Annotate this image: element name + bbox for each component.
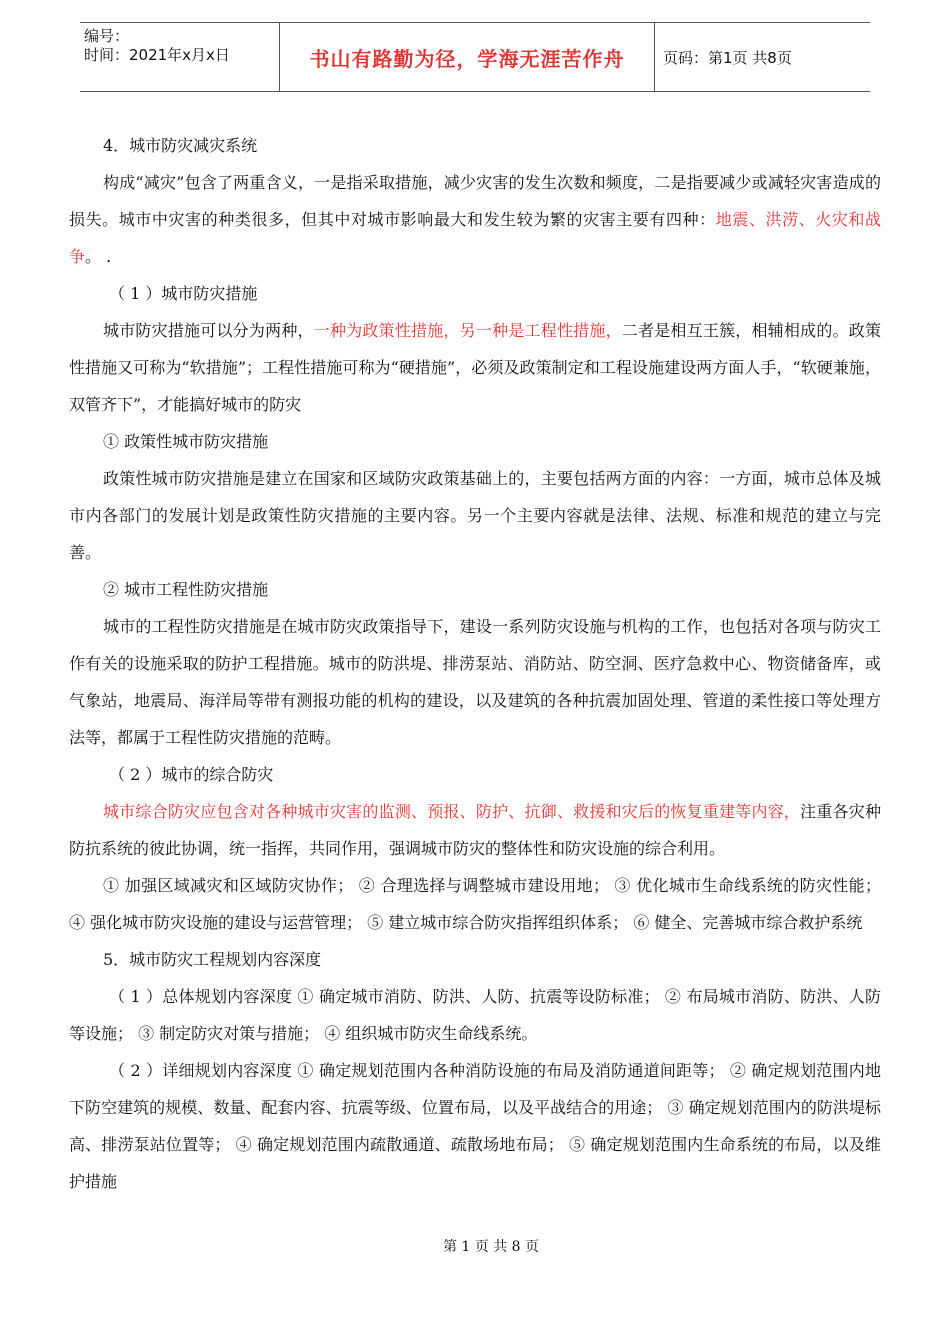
page-header	[80, 22, 870, 92]
document-body	[69, 127, 881, 1200]
paragraph-comprehensive	[69, 793, 881, 867]
item-2-heading: ② 城市工程性防灾措施	[103, 580, 269, 599]
subheading-2: （ 2 ）城市的综合防灾	[109, 765, 274, 784]
section-heading-5: 5．城市防灾工程规划内容深度	[103, 950, 322, 969]
item-1-heading: ① 政策性城市防灾措施	[103, 432, 269, 451]
highlight-two-measures: 一种为政策性措施，另一种是工程性措施，	[313, 321, 622, 340]
paragraph-measures	[69, 312, 881, 423]
time-label: 时间：2021年x月x日	[84, 46, 230, 64]
text: 注重各灾种防抗系统的彼此协调，统一指挥，共同作用，强调城市防灾的整体性和防灾设施的综合利用。	[69, 802, 881, 858]
highlight-comprehensive: 城市综合防灾应包含对各种城市灾害的监测、预报、防护、抗御、救援和灾后的恢复重建等内容，	[103, 802, 801, 821]
text: 。 .	[85, 247, 112, 266]
paragraph-reduce-disaster	[69, 164, 881, 275]
paragraph-policy: 政策性城市防灾措施是建立在国家和区域防灾政策基础上的，主要包括两方面的内容：一方面，城市总体及城市内各部门的发展计划是政策性防灾措施的主要内容。另一个主要内容就是法律、法规、标准和规范的建立与完善。	[69, 469, 881, 562]
header-motto: 书山有路勤为径，学海无涯苦作舟	[280, 23, 655, 91]
header-meta	[80, 23, 280, 91]
paragraph-detail-plan: （ 2 ）详细规划内容深度 ① 确定规划范围内各种消防设施的布局及消防通道间距等； ② 确定规划范围内地下防空建筑的规模、数量、配套内容、抗震等级、位置布局，以及平战结合的用途； ③ 确定规划范围内的防洪堤标高、排涝泵站位置等； ④ 确定规划范围内疏散通道、疏散场地布局； ⑤ 确定规划范围内生命系统的布局，以及维护措施	[69, 1061, 881, 1191]
paragraph-master-plan: （ 1 ）总体规划内容深度 ① 确定城市消防、防洪、人防、抗震等设防标准； ② 布局城市消防、防洪、人防等设施； ③ 制定防灾对策与措施； ④ 组织城市防灾生命线系统。	[69, 987, 881, 1043]
highlight-four-disasters: 地震、洪涝、火灾和战争	[69, 210, 881, 266]
number-label: 编号：	[84, 27, 130, 45]
section-heading-4: 4．城市防灾减灾系统	[103, 136, 258, 155]
text: 城市防灾措施可以分为两种，	[103, 321, 314, 340]
page-footer	[0, 1236, 950, 1256]
text: 构成“减灾”包含了两重含义，一是指采取措施，减少灾害的发生次数和频度，二是指要减少或减轻灾害造成的损失。城市中灾害的种类很多，但其中对城市影响最大和发生较为繁的灾害主要有四种：	[69, 173, 881, 229]
subheading-1: （ 1 ）城市防灾措施	[109, 284, 258, 303]
footer-page-number: 第 1 页 共 8 页	[442, 1239, 540, 1255]
header-page-label: 页码：第1页 共8页	[663, 48, 792, 67]
paragraph-list: ① 加强区域减灾和区域防灾协作； ② 合理选择与调整城市建设用地； ③ 优化城市生命线系统的防灾性能； ④ 强化城市防灾设施的建设与运营管理； ⑤ 建立城市综合防灾指挥组织体系； ⑥ 健全、完善城市综合救护系统	[69, 876, 881, 932]
text: 二者是相互王簇，相辅相成的。政策性措施又可称为“软措施”；工程性措施可称为“硬措施”，必须及政策制定和工程设施建设两方面人手，“软硬兼施，双管齐下”，才能搞好城市的防灾	[69, 321, 881, 414]
paragraph-engineering: 城市的工程性防灾措施是在城市防灾政策指导下，建设一系列防灾设施与机构的工作，也包括对各项与防灾工作有关的设施采取的防护工程措施。城市的防洪堤、排涝泵站、消防站、防空洞、医疗急救中心、物资储备库，或气象站，地震局、海洋局等带有测报功能的机构的建设，以及建筑的各种抗震加固处理、管道的柔性接口等处理方法等，都属于工程性防灾措施的范畴。	[69, 617, 881, 747]
